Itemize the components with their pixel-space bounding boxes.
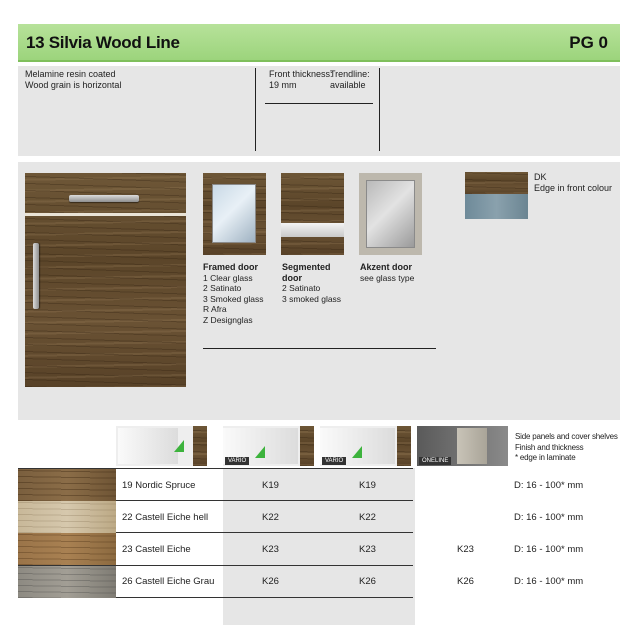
akzent-door-title: Akzent door: [360, 262, 413, 272]
vario-badge: VARIO: [225, 457, 249, 465]
edge-caption: [534, 172, 612, 193]
glass-option: 3 Smoked glass: [203, 293, 264, 304]
vario-cabinet-image-2: [320, 426, 411, 466]
vertical-handle: [33, 243, 39, 309]
nordic-spruce-swatch: [18, 469, 116, 501]
cabinet-panel: [118, 428, 178, 464]
cabinet-panel: [457, 428, 487, 464]
segmented-door-title: Segmented: [282, 262, 331, 272]
glass-stripe: [281, 223, 344, 237]
side-panels-line: Side panels and cover shelves: [515, 432, 618, 441]
code-cell: K23: [359, 544, 376, 555]
smoked-glass: [366, 180, 415, 248]
front-thickness-value: 19 mm: [269, 80, 297, 90]
trendline-value: available: [330, 80, 366, 90]
code-cell: K26: [457, 576, 474, 587]
oneline-badge: ONELINE: [419, 457, 451, 465]
glass-option: see glass type: [360, 272, 415, 283]
castell-eiche-grau-swatch: [18, 566, 116, 598]
material-info: [25, 69, 121, 91]
trendline-label: Trendline:: [330, 69, 370, 79]
thickness-cell: D: 16 - 100* mm: [514, 512, 584, 523]
door-gap: [25, 213, 186, 216]
cabinet-image: [116, 426, 207, 466]
akzent-door-image: [359, 173, 422, 255]
finish-line: Finish and thickness: [515, 442, 584, 452]
glass-option: Z Designglas: [203, 314, 253, 325]
finish-name: 19 Nordic Spruce: [122, 480, 196, 491]
wood-side-panel: [397, 426, 411, 466]
framed-door-title: Framed door: [203, 262, 259, 272]
thickness-cell: D: 16 - 100* mm: [514, 480, 584, 491]
segmented-door-image: [281, 173, 344, 255]
trendline: [330, 69, 370, 91]
code-cell: K23: [262, 544, 279, 555]
edge-side: [465, 194, 528, 219]
framed-door-image: [203, 173, 266, 255]
edge-sample-image: [465, 172, 528, 219]
front-thickness: [269, 69, 333, 91]
code-cell: K23: [457, 544, 474, 555]
finish-name: 23 Castell Eiche: [122, 544, 191, 555]
segmented-door-title-line2: door: [282, 272, 302, 283]
glass-option: 1 Clear glass: [203, 272, 253, 283]
green-marker-icon: [352, 446, 362, 458]
info-panel: [18, 66, 620, 156]
castell-eiche-hell-swatch: [18, 501, 116, 533]
clear-glass: [212, 184, 256, 243]
door-front-image: [25, 173, 186, 387]
front-thickness-label: Front thickness:: [269, 69, 333, 79]
wood-side-panel: [193, 426, 207, 466]
glass-option: 3 smoked glass: [282, 293, 342, 304]
wood-side-panel: [300, 426, 314, 466]
page-title: 13 Silvia Wood Line: [26, 33, 180, 52]
framed-door-caption: [203, 262, 263, 325]
edge-note-line: * edge in laminate: [515, 453, 576, 462]
side-panels-note: [515, 432, 618, 464]
green-marker-icon: [255, 446, 265, 458]
divider: [265, 103, 373, 104]
akzent-door-caption: [360, 262, 414, 283]
edge-code: DK: [534, 172, 547, 182]
page-header: [18, 24, 620, 62]
column-highlight: [223, 468, 415, 625]
castell-eiche-swatch: [18, 533, 116, 565]
door-samples-panel: [18, 162, 620, 420]
code-cell: K26: [262, 576, 279, 587]
glass-option: R Afra: [203, 304, 227, 314]
oneline-cabinet-image: [417, 426, 508, 466]
thickness-cell: D: 16 - 100* mm: [514, 544, 584, 555]
finish-name: 22 Castell Eiche hell: [122, 512, 209, 523]
code-cell: K22: [359, 512, 376, 523]
grain-line: Wood grain is horizontal: [25, 80, 122, 90]
code-cell: K19: [359, 480, 376, 491]
code-cell: K19: [262, 480, 279, 491]
code-cell: K22: [262, 512, 279, 523]
code-cell: K26: [359, 576, 376, 587]
horizontal-handle: [69, 195, 139, 202]
segmented-door-caption: [282, 262, 341, 304]
glass-option: 2 Satinato: [203, 283, 242, 293]
edge-description: Edge in front colour: [534, 182, 613, 193]
thickness-cell: D: 16 - 100* mm: [514, 576, 584, 587]
material-line: Melamine resin coated: [25, 69, 116, 79]
finish-name: 26 Castell Eiche Grau: [122, 576, 215, 587]
divider: [255, 68, 256, 151]
divider: [203, 348, 436, 349]
divider: [379, 68, 380, 151]
green-marker-icon: [174, 440, 184, 452]
edge-top: [465, 172, 528, 194]
glass-option: 2 Satinato: [282, 283, 321, 293]
vario-cabinet-image: [223, 426, 314, 466]
vario-badge: VARIO: [322, 457, 346, 465]
price-group: PG 0: [569, 33, 608, 52]
